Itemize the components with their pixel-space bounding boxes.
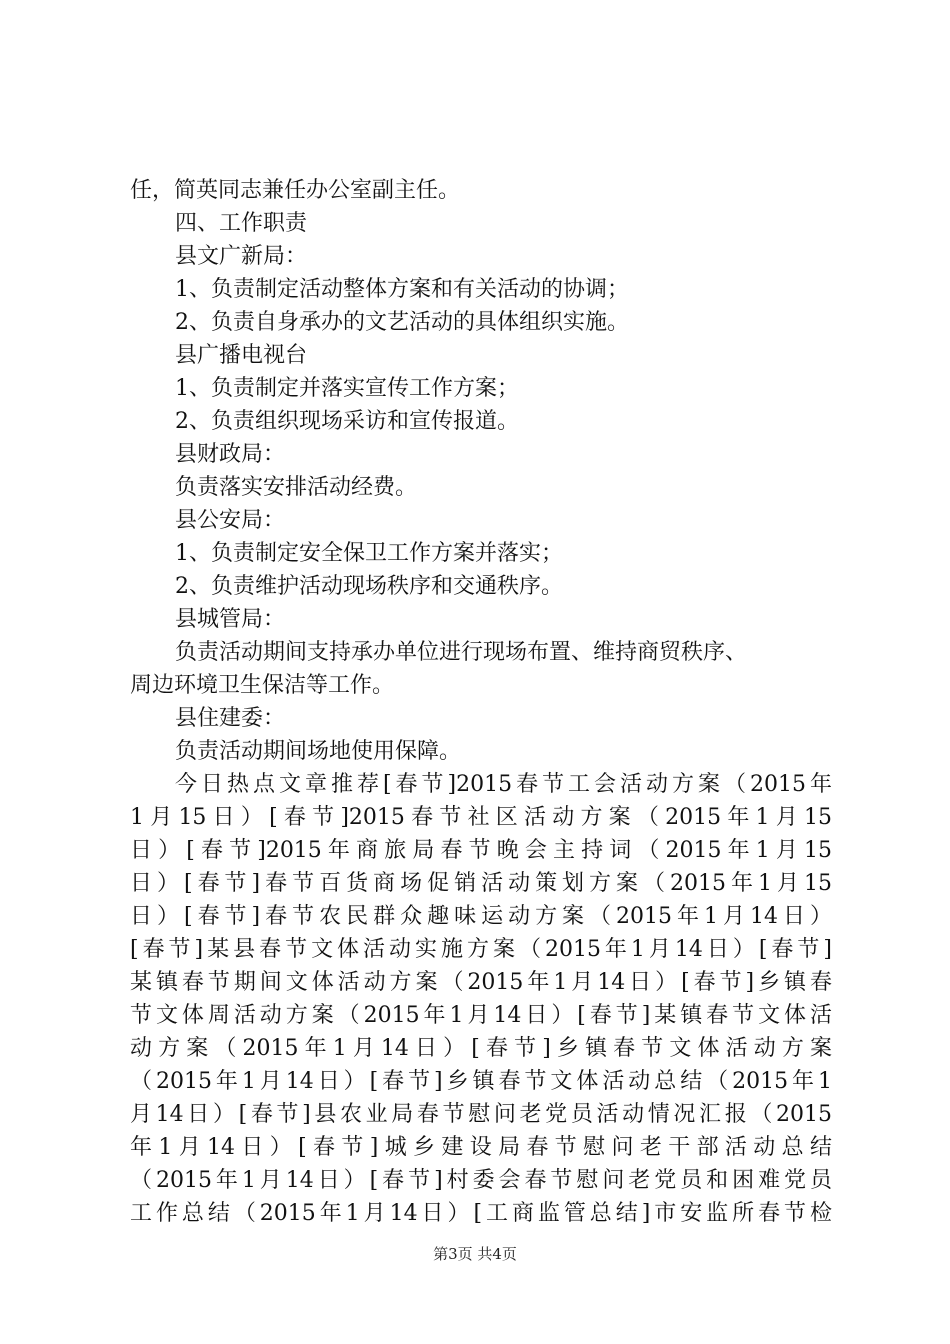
text-line: 四、工作职责 xyxy=(175,211,308,236)
page-footer: 第3页 共4页 xyxy=(433,1245,517,1263)
text-line: 1、负责制定并落实宣传工作方案； xyxy=(175,376,519,401)
text-line: 县公安局： xyxy=(175,508,286,533)
text-line: 2、负责自身承办的文艺活动的具体组织实施。 xyxy=(175,310,629,335)
document-body xyxy=(130,174,832,1230)
text-line: 县城管局： xyxy=(175,607,286,632)
hot-article-line: （2015年1月14日）[春节]乡镇春节文体活动总结（2015年1 xyxy=(130,1069,832,1094)
hot-article-line: 日）[春节]2015年商旅局春节晚会主持词（2015年1月15 xyxy=(130,838,832,863)
zhujian-duty: 负责活动期间场地使用保障。 xyxy=(175,739,462,764)
text-line: 2、负责组织现场采访和宣传报道。 xyxy=(175,409,519,434)
hot-article-line: [春节]某县春节文体活动实施方案（2015年1月14日）[春节] xyxy=(130,937,832,962)
duty-list xyxy=(130,174,832,636)
hot-article-line: （2015年1月14日）[春节]村委会春节慰问老党员和困难党员 xyxy=(130,1168,832,1193)
hot-article-line: 某镇春节期间文体活动方案（2015年1月14日）[春节]乡镇春 xyxy=(130,970,832,995)
text-line: 县文广新局： xyxy=(175,244,308,269)
hot-article-line: 动方案（2015年1月14日）[春节]乡镇春节文体活动方案 xyxy=(130,1036,832,1061)
hot-article-line: 节文体周活动方案（2015年1月14日）[春节]某镇春节文体活 xyxy=(130,1003,832,1028)
hot-article-line: 日）[春节]春节农民群众趣味运动方案（2015年1月14日） xyxy=(130,904,832,929)
text-line: 2、负责维护活动现场秩序和交通秩序。 xyxy=(175,574,563,599)
text-line: 1、负责制定安全保卫工作方案并落实； xyxy=(175,541,563,566)
hot-articles-paragraph xyxy=(130,768,832,1230)
text-line: 任，简英同志兼任办公室副主任。 xyxy=(130,178,461,203)
hot-article-line: 日）[春节]春节百货商场促销活动策划方案（2015年1月15 xyxy=(130,871,832,896)
hot-article-line: 月14日）[春节]县农业局春节慰问老党员活动情况汇报（2015 xyxy=(130,1102,832,1127)
text-line: 1、负责制定活动整体方案和有关活动的协调； xyxy=(175,277,629,302)
chengguan-duty-line-2: 周边环境卫生保洁等工作。 xyxy=(130,673,395,698)
hot-article-line: 年1月14日）[春节]城乡建设局春节慰问老干部活动总结 xyxy=(130,1135,832,1160)
hot-article-line: 今日热点文章推荐[春节]2015春节工会活动方案（2015年 xyxy=(175,772,832,797)
zhujian-title: 县住建委： xyxy=(175,706,286,731)
text-line: 县财政局： xyxy=(175,442,286,467)
text-line: 县广播电视台 xyxy=(175,343,308,368)
hot-article-line: 工作总结（2015年1月14日）[工商监管总结]市安监所春节检 xyxy=(130,1201,832,1226)
text-line: 负责落实安排活动经费。 xyxy=(175,475,418,500)
chengguan-duty-line-1: 负责活动期间支持承办单位进行现场布置、维持商贸秩序、 xyxy=(175,640,748,665)
hot-article-line: 1月15日）[春节]2015春节社区活动方案（2015年1月15 xyxy=(130,805,832,830)
